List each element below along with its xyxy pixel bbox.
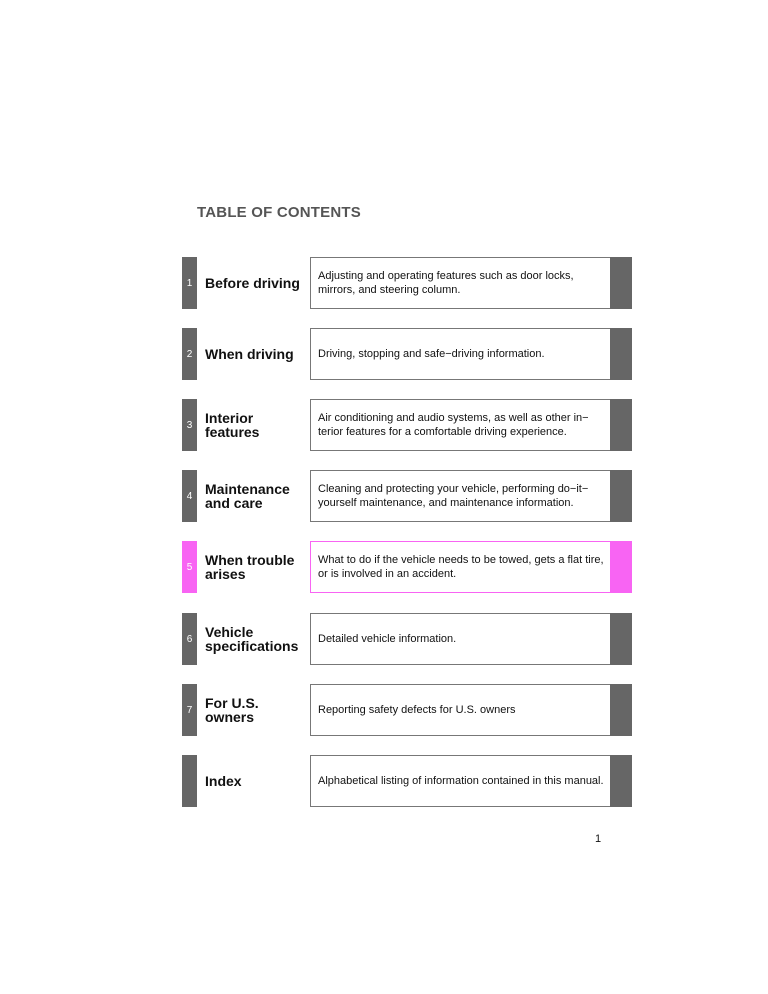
thumb-index-tab[interactable] <box>610 755 632 807</box>
description-box <box>310 257 612 309</box>
chapter-number-tab: 3 <box>182 399 197 451</box>
description-box <box>310 399 612 451</box>
chapter-title[interactable]: For U.S. owners <box>205 695 259 725</box>
thumb-index-tab[interactable] <box>610 257 632 309</box>
thumb-index-tab[interactable] <box>610 399 632 451</box>
chapter-number-tab: 1 <box>182 257 197 309</box>
chapter-number-tab: 2 <box>182 328 197 380</box>
toc-entry-when-trouble-arises[interactable] <box>0 541 768 593</box>
chapter-description: Adjusting and operating features such as door locks, mirrors, and steering column. <box>318 270 574 296</box>
description-box <box>310 613 612 665</box>
thumb-index-tab[interactable] <box>610 613 632 665</box>
chapter-title[interactable]: Interior features <box>205 410 260 440</box>
chapter-title[interactable]: When driving <box>205 346 294 362</box>
toc-entry-maintenance-and-care[interactable] <box>0 470 768 522</box>
toc-entry-index[interactable] <box>0 755 768 807</box>
description-box <box>310 755 612 807</box>
description-box <box>310 541 612 593</box>
chapter-description: Air conditioning and audio systems, as well as other in− terior features for a comfortable driving experience. <box>318 412 589 438</box>
chapter-number-tab: 6 <box>182 613 197 665</box>
toc-entry-vehicle-specifications[interactable] <box>0 613 768 665</box>
toc-entry-before-driving[interactable] <box>0 257 768 309</box>
chapter-description: Alphabetical listing of information contained in this manual. <box>318 775 604 787</box>
page-number: 1 <box>595 833 602 845</box>
description-box <box>310 328 612 380</box>
page-title: TABLE OF CONTENTS <box>197 204 361 221</box>
chapter-description: Reporting safety defects for U.S. owners <box>318 704 516 716</box>
toc-entry-interior-features[interactable] <box>0 399 768 451</box>
thumb-index-tab[interactable] <box>610 541 632 593</box>
description-box <box>310 470 612 522</box>
chapter-title[interactable]: Index <box>205 773 242 789</box>
chapter-number-tab: 5 <box>182 541 197 593</box>
chapter-title[interactable]: Before driving <box>205 275 300 291</box>
chapter-title[interactable]: When trouble arises <box>205 552 295 582</box>
chapter-number-tab: 7 <box>182 684 197 736</box>
chapter-description: Detailed vehicle information. <box>318 633 457 645</box>
chapter-number-tab <box>182 755 197 807</box>
chapter-description: What to do if the vehicle needs to be towed, gets a flat tire, or is involved in an accident. <box>318 554 604 580</box>
chapter-title[interactable]: Maintenance and care <box>205 481 290 511</box>
thumb-index-tab[interactable] <box>610 684 632 736</box>
chapter-description: Driving, stopping and safe−driving information. <box>318 348 545 360</box>
chapter-description: Cleaning and protecting your vehicle, performing do−it− yourself maintenance, and maintenance information. <box>318 483 589 509</box>
chapter-title[interactable]: Vehicle specifications <box>205 624 299 654</box>
thumb-index-tab[interactable] <box>610 470 632 522</box>
description-box <box>310 684 612 736</box>
thumb-index-tab[interactable] <box>610 328 632 380</box>
chapter-number-tab: 4 <box>182 470 197 522</box>
toc-entry-for-us-owners[interactable] <box>0 684 768 736</box>
toc-entry-when-driving[interactable] <box>0 328 768 380</box>
